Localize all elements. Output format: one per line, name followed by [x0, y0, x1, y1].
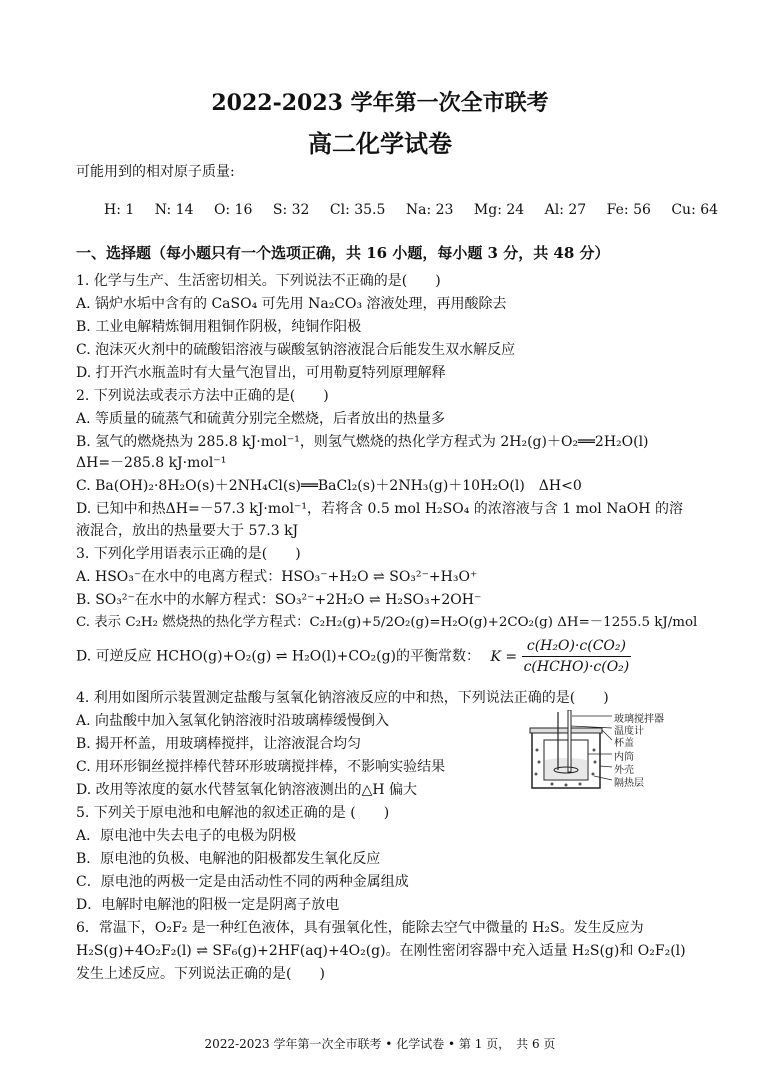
q3-option-d-text: D. 可逆反应 HCHO(g)+O₂(g) ⇌ H₂O(l)+CO₂(g)的平衡常数：	[76, 648, 481, 665]
q2-option-d-line1: D. 已知中和热ΔH=－57.3 kJ·mol⁻¹，若将含 0.5 mol H₂SO₄ 的浓溶液与含 1 mol NaOH 的溶	[76, 501, 683, 517]
q4-option-b: B. 揭开杯盖，用玻璃棒搅拌，让溶液混合均匀	[76, 736, 362, 752]
mass-item: Cl: 35.5	[329, 202, 386, 218]
label-inner-cup: 内筒	[614, 752, 634, 763]
mass-item: S: 32	[272, 202, 310, 218]
q4-stem: 4. 利用如图所示装置测定盐酸与氢氧化钠溶液反应的中和热，下列说法正确的是( )	[76, 690, 609, 706]
q3-option-a: A. HSO₃⁻在水中的电离方程式：HSO₃⁻+H₂O ⇌ SO₃²⁻+H₃O⁺	[76, 569, 478, 585]
mass-item: Na: 23	[405, 202, 454, 218]
section-heading: 一、选择题（每小题只有一个选项正确，共 16 小题，每小题 3 分，共 48 分）	[76, 244, 610, 262]
q6-line1: 6．常温下，O₂F₂ 是一种红色液体，具有强氧化性，能除去空气中微量的 H₂S。发生反应为	[76, 920, 644, 936]
fraction-denominator: c(HCHO)·c(O₂)	[523, 659, 630, 675]
q4-option-a: A. 向盐酸中加入氢氧化钠溶液时沿玻璃棒缓慢倒入	[76, 713, 390, 729]
q2-stem: 2. 下列说法或表示方法中正确的是( )	[76, 388, 329, 404]
atomic-mass-intro: 可能用到的相对原子质量:	[76, 164, 235, 180]
q2-option-b-line1: B. 氢气的燃烧热为 285.8 kJ·mol⁻¹，则氢气燃烧的热化学方程式为 2H₂(g)＋O₂══2H₂O(l)	[76, 434, 649, 450]
q6-line2: H₂S(g)+4O₂F₂(l) ⇌ SF₆(g)+2HF(aq)+4O₂(g)。在刚性密闭容器中充入适量 H₂S(g)和 O₂F₂(l)	[76, 943, 686, 959]
q4-option-d: D. 改用等浓度的氨水代替氢氧化钠溶液测出的△H 偏大	[76, 782, 418, 798]
exam-title: 2022-2023 学年第一次全市联考	[211, 90, 549, 116]
label-outer-shell: 外壳	[614, 765, 634, 776]
q1-option-a: A. 锅炉水垢中含有的 CaSO₄ 可先用 Na₂CO₃ 溶液处理，再用酸除去	[76, 296, 507, 312]
mass-item: N: 14	[154, 202, 194, 218]
mass-item: H: 1	[104, 202, 135, 218]
q2-option-a: A. 等质量的硫蒸气和硫黄分别完全燃烧，后者放出的热量多	[76, 411, 446, 427]
q5-stem: 5. 下列关于原电池和电解池的叙述正确的是 ( )	[76, 805, 390, 821]
equilibrium-k-label: K =	[490, 648, 518, 665]
q2-option-c: C. Ba(OH)₂·8H₂O(s)＋2NH₄Cl(s)══BaCl₂(s)＋2NH₃(g)＋10H₂O(l) ΔH<0	[76, 478, 582, 494]
q3-option-d	[76, 636, 631, 677]
label-insulation: 隔热层	[614, 778, 644, 789]
label-stirrer: 玻璃搅拌器	[614, 714, 664, 725]
calorimeter-diagram	[528, 710, 678, 790]
exam-subtitle: 高二化学试卷	[308, 129, 452, 158]
q1-stem: 1. 化学与生产、生活密切相关。下列说法不正确的是( )	[76, 273, 441, 289]
q5-option-d: D．电解时电解池的阳极一定是阴离子放电	[76, 897, 340, 913]
label-lid: 杯盖	[614, 738, 634, 749]
q3-option-c: C. 表示 C₂H₂ 燃烧热的热化学方程式：C₂H₂(g)+5/2O₂(g)=H₂O(g)+2CO₂(g) ΔH=－1255.5 kJ/mol	[76, 615, 698, 630]
page-footer: 2022-2023 学年第一次全市联考 • 化学试卷 • 第 1 页， 共 6 页	[204, 1037, 556, 1051]
mass-item: O: 16	[213, 202, 253, 218]
q5-option-b: B．原电池的负极、电解池的阳极都发生氧化反应	[76, 851, 381, 867]
q4-option-c: C. 用环形铜丝搅拌棒代替环形玻璃搅拌棒，不影响实验结果	[76, 759, 446, 775]
mass-item: Cu: 64	[671, 202, 719, 218]
equilibrium-fraction	[522, 636, 632, 677]
q5-option-a: A．原电池中失去电子的电极为阴极	[76, 828, 297, 844]
q6-line3: 发生上述反应。下列说法正确的是( )	[76, 966, 325, 982]
mass-item: Fe: 56	[606, 202, 651, 218]
q5-option-c: C．原电池的两极一定是由活动性不同的两种金属组成	[76, 874, 409, 890]
label-thermometer: 温度计	[614, 726, 644, 737]
q2-option-b-line2: ΔH=－285.8 kJ·mol⁻¹	[76, 455, 227, 471]
atomic-mass-list	[104, 202, 734, 218]
fraction-numerator: c(H₂O)·c(CO₂)	[522, 636, 632, 657]
q1-option-d: D. 打开汽水瓶盖时有大量气泡冒出，可用勒夏特列原理解释	[76, 365, 446, 381]
q3-stem: 3. 下列化学用语表示正确的是( )	[76, 546, 301, 562]
q3-option-b: B. SO₃²⁻在水中的水解方程式：SO₃²⁻+2H₂O ⇌ H₂SO₃+2OH⁻	[76, 592, 482, 608]
q1-option-b: B. 工业电解精炼铜用粗铜作阴极，纯铜作阳极	[76, 319, 362, 335]
mass-item: Mg: 24	[473, 202, 525, 218]
mass-item: Al: 27	[544, 202, 587, 218]
q1-option-c: C. 泡沫灭火剂中的硫酸铝溶液与碳酸氢钠溶液混合后能发生双水解反应	[76, 342, 516, 358]
q2-option-d-line2: 液混合，放出的热量要大于 57.3 kJ	[76, 523, 299, 539]
